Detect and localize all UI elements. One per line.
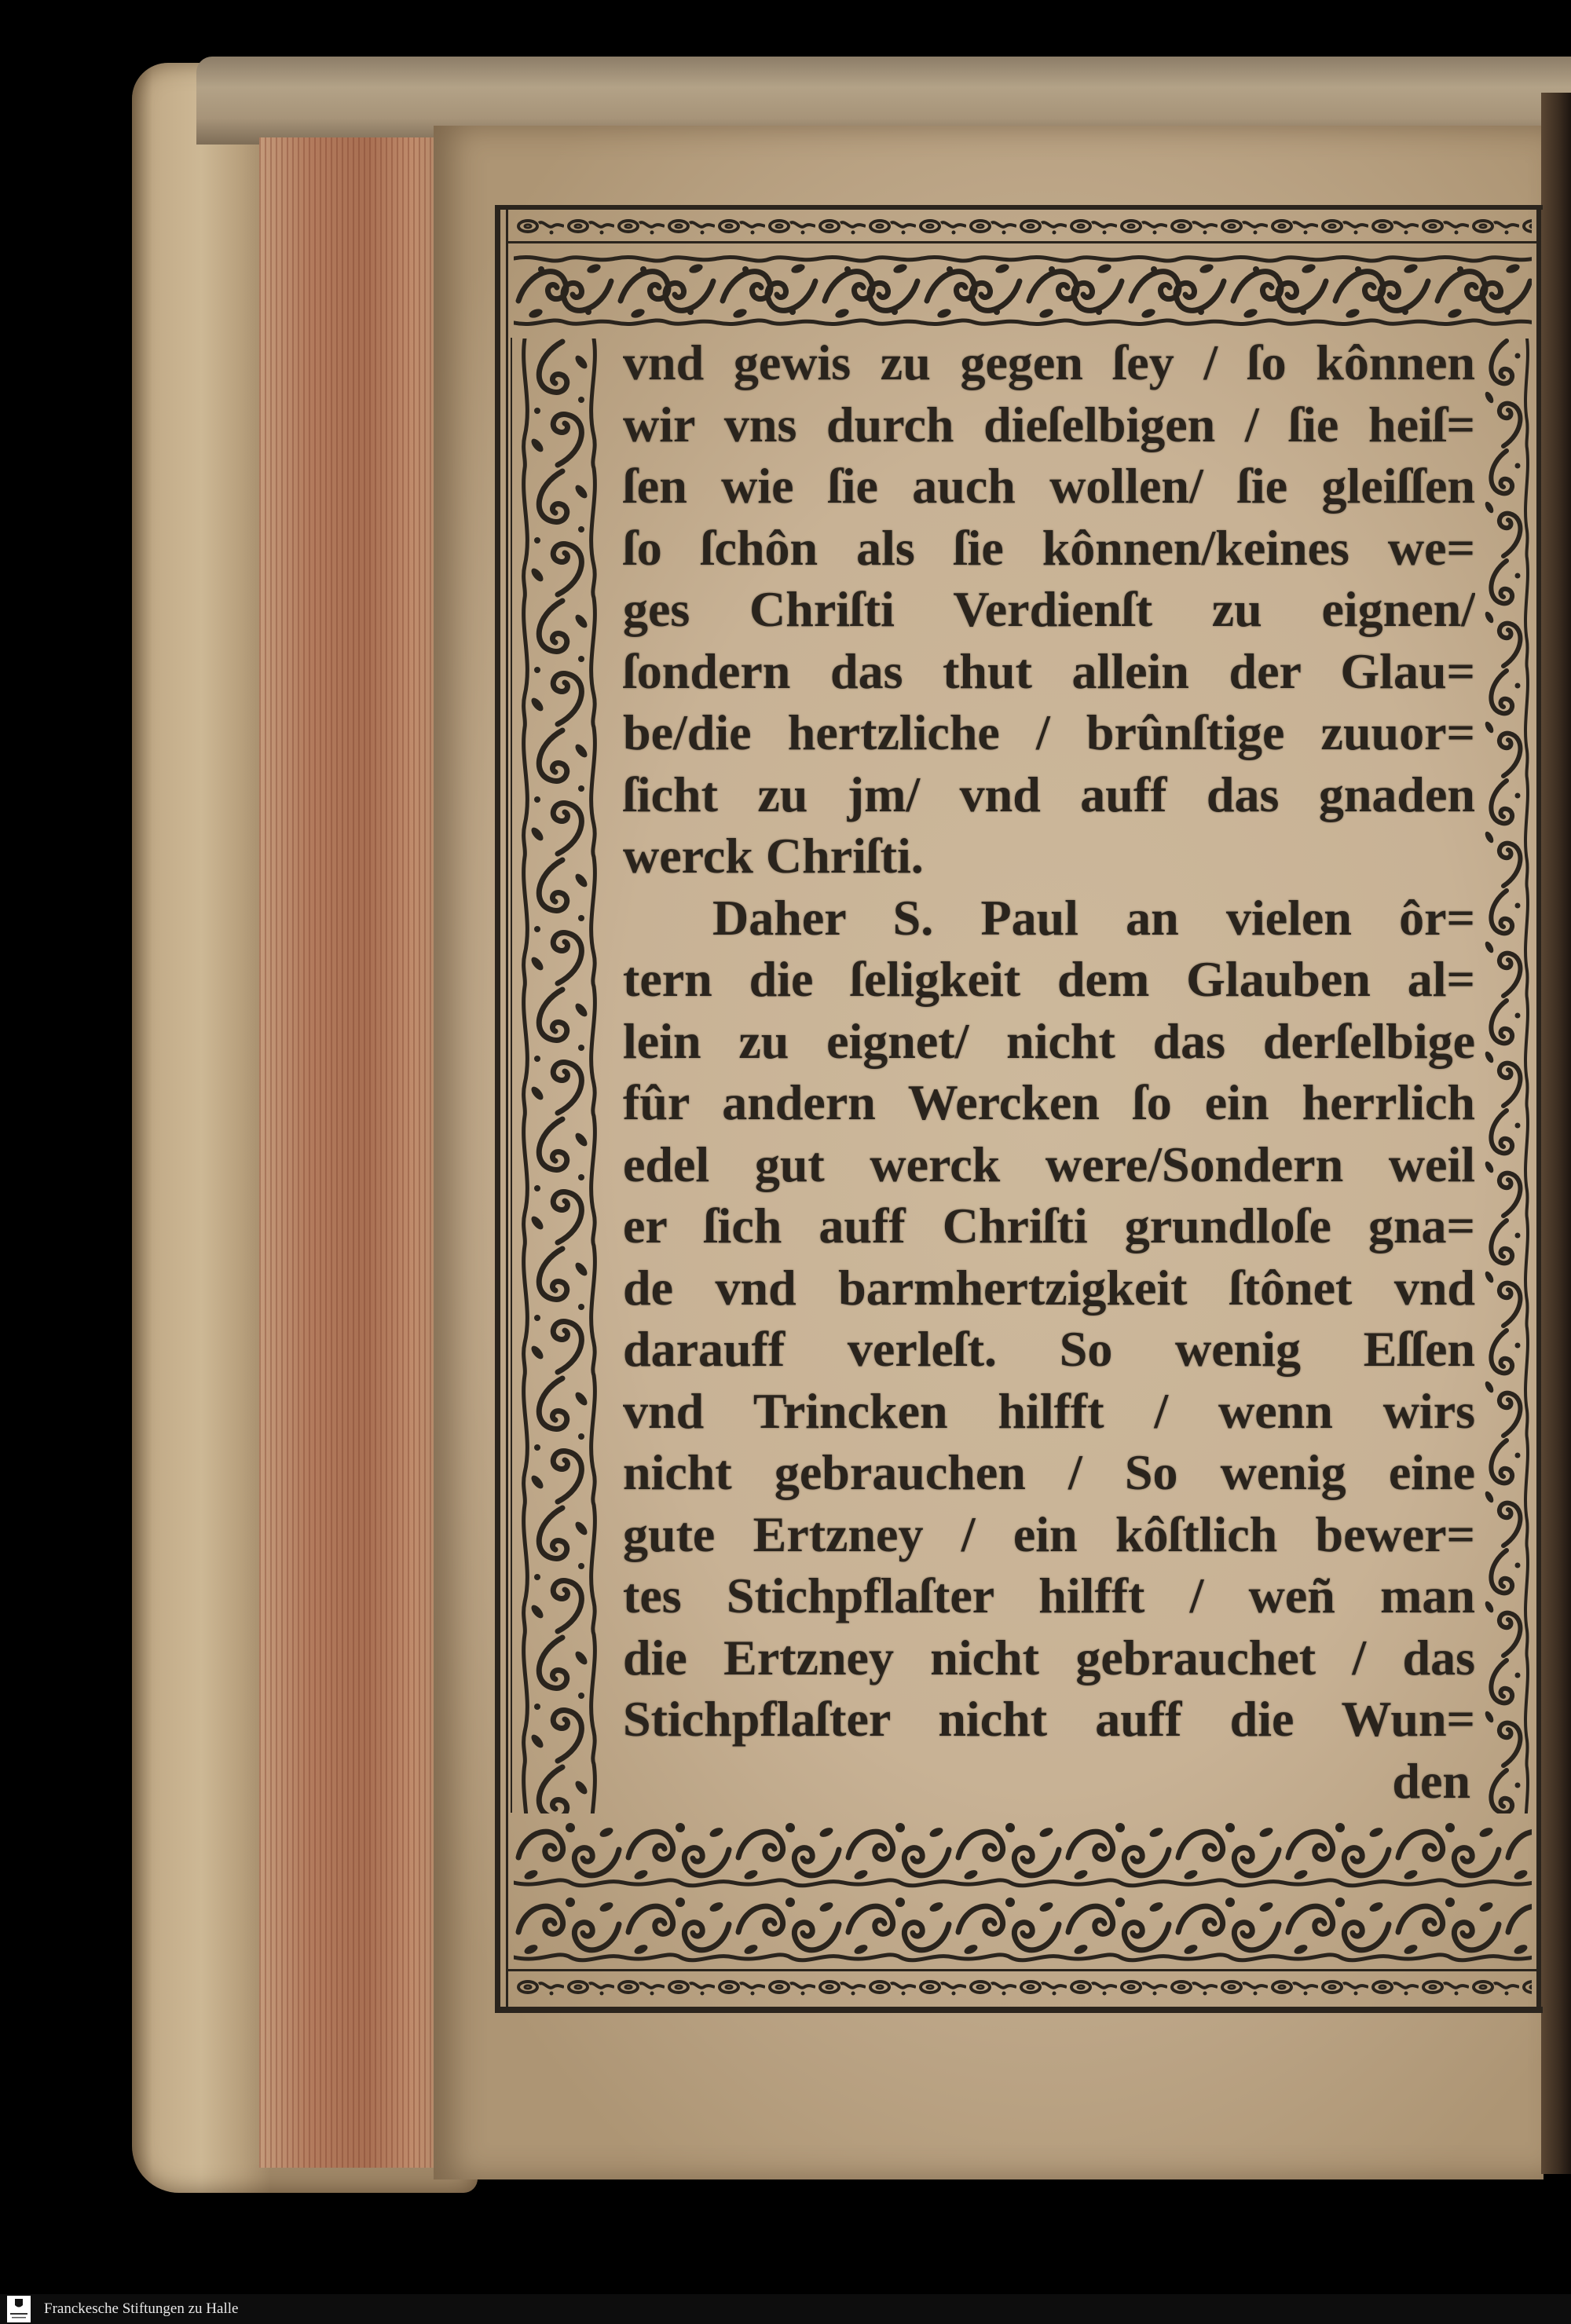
text-line: ſicht zu jm/ vnd auff das gnaden bbox=[623, 766, 1475, 822]
border-bottom-inner-rule bbox=[507, 1969, 1536, 1971]
border-right-scrollwork bbox=[1478, 339, 1532, 1813]
page-block-edges bbox=[259, 137, 440, 2168]
text-line: ſen wie ſie auch wollen/ ſie gleiſſen bbox=[623, 458, 1475, 514]
page-text-block bbox=[623, 332, 1475, 1812]
border-bottom-chain bbox=[514, 1974, 1532, 2000]
foundation-logo-icon bbox=[7, 2296, 31, 2322]
border-top-chain bbox=[514, 213, 1532, 240]
text-line: gute Ertzney / ein kôſtlich bewer= bbox=[623, 1506, 1475, 1562]
footer-credit: Franckesche Stiftungen zu Halle bbox=[44, 2300, 239, 2317]
text-line: ſondern das thut allein der Glau= bbox=[623, 642, 1475, 699]
text-line: tern die ſeligkeit dem Glauben al= bbox=[623, 951, 1475, 1007]
text-line: de vnd barmhertzigkeit ſtônet vnd bbox=[623, 1259, 1475, 1316]
border-top-inner-rule bbox=[507, 241, 1536, 243]
text-line: ſo ſchôn als ſie kônnen/keines we= bbox=[623, 519, 1475, 576]
border-bottom-rule bbox=[495, 2007, 1543, 2013]
text-line: vnd gewis zu gegen ſey / ſo kônnen bbox=[623, 335, 1475, 390]
border-left-band-rule bbox=[511, 338, 512, 1813]
text-line: edel gut werck were/Sondern weil bbox=[623, 1136, 1475, 1192]
border-bottom-scrollwork bbox=[514, 1817, 1532, 1966]
text-line: lein zu eignet/ nicht das derſelbige bbox=[623, 1012, 1475, 1069]
text-line: ges Chriſti Verdienſt zu eignen/ bbox=[623, 581, 1475, 637]
text-line: darauff verleſt. So wenig Eſſen bbox=[623, 1321, 1475, 1377]
text-line: nicht gebrauchen / So wenig eine bbox=[623, 1444, 1475, 1500]
border-left-inner-rule bbox=[506, 210, 508, 2008]
text-line: fûr andern Wercken ſo ein herrlich bbox=[623, 1074, 1475, 1130]
text-line: er ſich auff Chriſti grundloſe gna= bbox=[623, 1198, 1475, 1253]
text-line: die Ertzney nicht gebrauchet / das bbox=[623, 1629, 1475, 1685]
border-left-scrollwork bbox=[514, 339, 605, 1813]
text-line: Stichpflaſter nicht auff die Wun= bbox=[623, 1691, 1475, 1747]
viewer-footer-bar bbox=[0, 2294, 1571, 2324]
border-right-rule bbox=[1536, 205, 1541, 2013]
text-line: tes Stichpflaſter hilfft / weñ man bbox=[623, 1568, 1475, 1623]
text-line: be/die hertzliche / brûnſtige zuuor= bbox=[623, 705, 1475, 760]
paragraph-end-line: werck Chriſti. bbox=[623, 828, 924, 884]
text-line: vnd Trincken hilfft / wenn wirs bbox=[623, 1382, 1475, 1439]
catchword: den bbox=[1392, 1752, 1470, 1809]
border-left-rule bbox=[495, 205, 500, 2013]
paragraph-start-line: Daher S. Paul an vielen ôr= bbox=[712, 889, 1475, 946]
border-top-scrollwork bbox=[514, 246, 1532, 336]
text-line: wir vns durch dieſelbigen / ſie heiſ= bbox=[623, 396, 1475, 452]
border-top-rule bbox=[495, 205, 1543, 210]
